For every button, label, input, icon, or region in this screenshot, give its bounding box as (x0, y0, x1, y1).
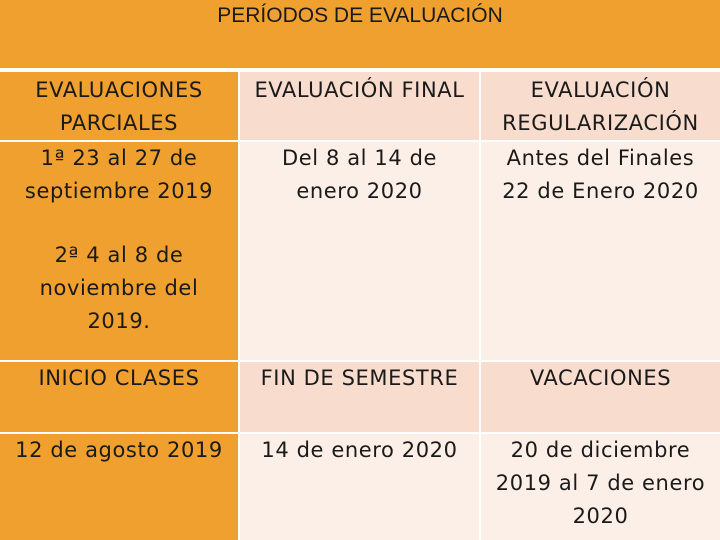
header-cell-final (240, 72, 479, 140)
parcial-2-line2: noviembre del (39, 276, 199, 300)
page-title: PERÍODOS DE EVALUACIÓN (217, 4, 503, 27)
regularizacion-line1: Antes del Finales (506, 146, 695, 170)
inicio-fecha: 12 de agosto 2019 (15, 438, 223, 462)
cell-vacaciones-fecha (481, 434, 720, 540)
final-line1: Del 8 al 14 de (281, 146, 438, 170)
vacaciones-fecha-line3: 2020 (572, 504, 629, 528)
inicio-clases-label: INICIO CLASES (38, 366, 200, 390)
header-final-line1: EVALUACIÓN FINAL (254, 78, 465, 102)
cell-inicio-fecha (0, 434, 238, 540)
vacaciones-label: VACACIONES (529, 366, 672, 390)
header-regularizacion-line1: EVALUACIÓN (530, 78, 671, 102)
title-bar (0, 0, 720, 70)
cell-regularizacion-dates (481, 142, 720, 360)
regularizacion-line2: 22 de Enero 2020 (502, 179, 699, 203)
cell-vacaciones (481, 362, 720, 432)
cell-inicio-clases (0, 362, 238, 432)
cell-fin-fecha (240, 434, 479, 540)
header-cell-parciales (0, 72, 238, 140)
parcial-1-line2: septiembre 2019 (24, 179, 214, 203)
fin-semestre-label: FIN DE SEMESTRE (260, 366, 459, 390)
header-cell-regularizacion (481, 72, 720, 140)
final-line2: enero 2020 (296, 179, 423, 203)
cell-final-dates (240, 142, 479, 360)
fin-fecha: 14 de enero 2020 (261, 438, 458, 462)
vacaciones-fecha-line2: 2019 al 7 de enero (495, 471, 706, 495)
parcial-2-line1: 2ª 4 al 8 de (54, 243, 184, 267)
header-regularizacion-line2: REGULARIZACIÓN (502, 111, 699, 135)
cell-fin-semestre (240, 362, 479, 432)
parcial-2-line3: 2019. (87, 309, 151, 333)
header-parciales-line1: EVALUACIONES (35, 78, 203, 102)
cell-parciales-dates (0, 142, 238, 360)
parcial-1-line1: 1ª 23 al 27 de (40, 146, 198, 170)
header-parciales-line2: PARCIALES (59, 111, 179, 135)
vacaciones-fecha-line1: 20 de diciembre (510, 438, 691, 462)
